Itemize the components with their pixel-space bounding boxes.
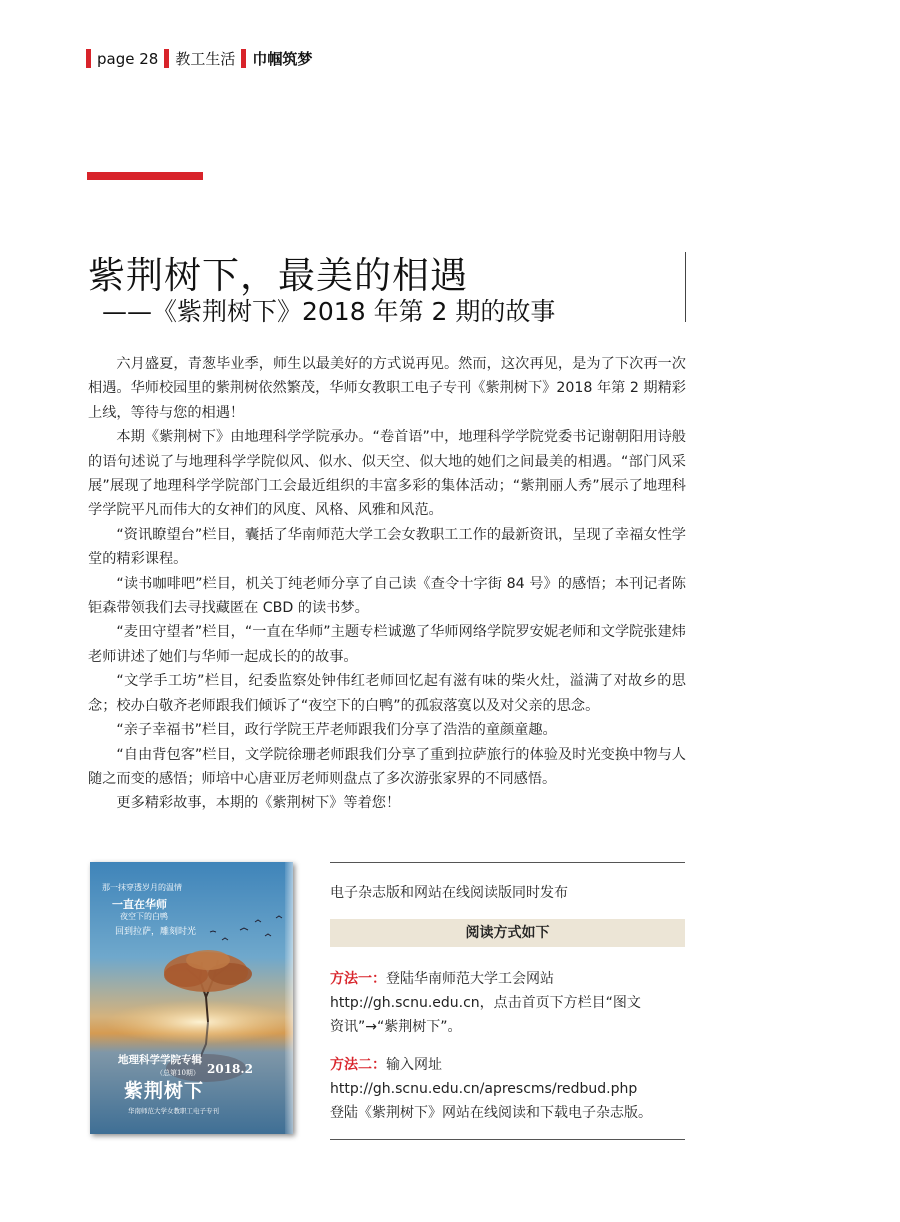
method-one-label: 方法一： [330,971,386,987]
method-one-url-line[interactable]: http://gh.scnu.edu.cn，点击首页下方栏目“图文 [330,995,641,1011]
body-paragraph: 六月盛夏，青葱毕业季，师生以最美好的方式说再见。然而，这次再见，是为了下次再一次相遇。华师校园里的紫荆树依然繁茂，华师女教职工电子专刊《紫荆树下》2018 年第 2 期精彩上线，等待与您的相遇！ [88,356,686,421]
reading-info-box [330,862,685,1140]
header-bar-marker [164,49,169,68]
body-paragraph: “麦田守望者”栏目，“一直在华师”主题专栏诚邀了华师网络学院罗安妮老师和文学院张建炜老师讲述了她们与华师一起成长的的故事。 [88,624,686,665]
cover-tagline: 那一抹穿透岁月的温情 [102,883,182,892]
method-one-text: 登陆华南师范大学工会网站 [386,971,554,987]
cover-story: 回到拉萨，雕刻时光 [115,927,197,937]
method-two-desc: 登陆《紫荆树下》网站在线阅读和下载电子杂志版。 [330,1105,652,1121]
section-name: 教工生活 [175,50,236,68]
article-body [88,352,686,816]
method-two-label: 方法二： [330,1057,386,1073]
header-bar-marker [241,49,246,68]
cover-publisher: 华南师范大学女教职工电子专刊 [128,1107,219,1115]
body-paragraph: “亲子幸福书”栏目，政行学院王芹老师跟我们分享了浩浩的童颜童趣。 [116,722,557,739]
method-one-path: 资讯”→“紫荆树下”。 [330,1019,462,1035]
title-accent-bar [87,172,203,180]
cover-issue-number: （总第10期） [156,1069,200,1077]
body-paragraph: “文学手工坊”栏目，纪委监察处钟伟红老师回忆起有滋有味的柴火灶，溢满了对故乡的思念；校办白敬齐老师跟我们倾诉了“夜空下的白鸭”的孤寂落寞以及对父亲的思念。 [88,673,686,714]
info-top-rule [330,862,685,863]
info-bottom-rule [330,1139,685,1140]
cover-spine-shine [285,862,293,1134]
cover-magazine-title: 紫荆树下 [124,1080,205,1102]
header-bar-marker [86,49,91,68]
cover-special-edition: 地理科学学院专辑 [118,1054,202,1066]
body-paragraph: “自由背包客”栏目，文学院徐珊老师跟我们分享了重到拉萨旅行的体验及时光变换中物与人随之而变的感悟；师培中心唐亚厉老师则盘点了多次游张家界的不同感悟。 [88,746,686,787]
cover-headline: 一直在华师 [112,898,167,911]
body-paragraph: “资讯瞭望台”栏目，囊括了华南师范大学工会女教职工工作的最新资讯，呈现了幸福女性学堂的精彩课程。 [88,526,686,568]
page-number: page 28 [97,49,159,68]
cover-issue-date: 2018.2 [207,1062,253,1076]
method-two-url[interactable]: http://gh.scnu.edu.cn/aprescms/redbud.php [330,1081,638,1097]
publish-note: 电子杂志版和网站在线阅读版同时发布 [330,885,568,901]
method-two [330,1053,685,1077]
read-methods-heading: 阅读方式如下 [330,919,685,947]
body-paragraph: 本期《紫荆树下》由地理科学学院承办。“卷首语”中，地理科学学院党委书记谢朝阳用诗般的语句述说了与地理科学学院似风、似水、似天空、似大地的她们之间最美的相遇。“部门风采展”展现了地理科学学院部门工会最近组织的丰富多彩的集体活动；“紫荆丽人秀”展示了地理科学学院平凡而伟大的女神们的风度、风格、风雅和风范。 [88,429,686,519]
body-paragraph: 更多精彩故事，本期的《紫荆树下》等着您！ [116,795,401,812]
method-one [330,967,685,991]
body-paragraph: “读书咖啡吧”栏目，机关丁纯老师分享了自己读《查令十字街 84 号》的感悟；本刊记者陈钜森带领我们去寻找藏匿在 CBD 的读书梦。 [88,575,686,617]
cover-story: 夜空下的白鸭 [120,912,168,921]
magazine-cover-image [90,862,293,1134]
column-name: 巾帼筑梦 [252,50,313,68]
title-divider [685,252,686,322]
page-header [86,48,318,69]
method-two-text: 输入网址 [386,1057,442,1073]
article-title: 紫荆树下，最美的相遇 [88,254,468,297]
article-subtitle: ——《紫荆树下》2018 年第 2 期的故事 [102,297,556,326]
